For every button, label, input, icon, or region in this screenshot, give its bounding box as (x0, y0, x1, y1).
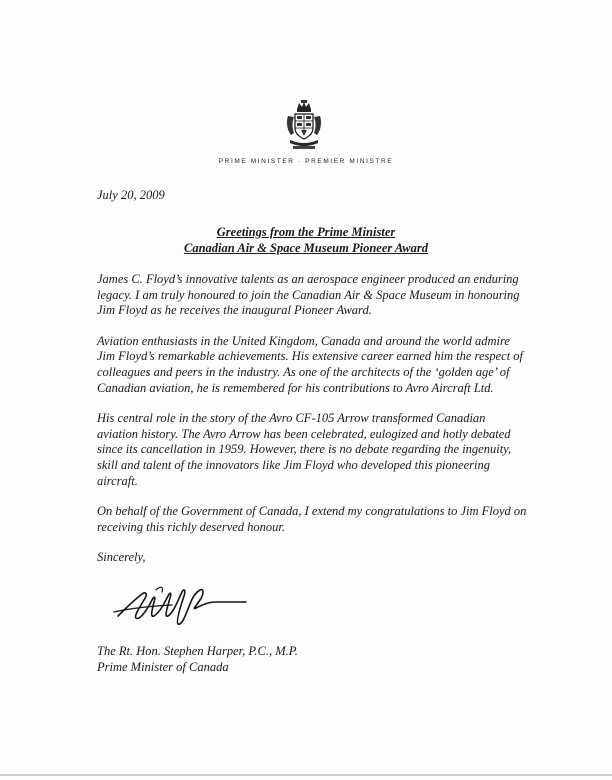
letter-heading (0, 224, 612, 256)
page-edge-divider (0, 774, 612, 776)
heading-line-2: Canadian Air & Space Museum Pioneer Award (183, 241, 429, 255)
signer-title: Prime Minister of Canada (97, 660, 229, 674)
paragraph-2: Aviation enthusiasts in the United Kingdom, Canada and around the world admire Jim Floyd’s remarkable achievements. His extensive career earned him the respect of colleagues and peers in the industry. As one of the architects of the ‘golden age’ of Canadian aviation, he is remembered for his contributions to Avro Aircraft Ltd. (97, 333, 524, 395)
paragraph-1: James C. Floyd’s innovative talents as an aerospace engineer produced an enduring legacy. I am truly honoured to join the Canadian Air & Space Museum in honouring Jim Floyd as he receives the inaugural Pioneer Award. (97, 272, 520, 318)
paragraph-4: On behalf of the Government of Canada, I extend my congratulations to Jim Floyd on receiving this richly deserved honour. (97, 504, 527, 534)
coat-of-arms-of-canada-icon (284, 100, 324, 150)
heading-line-1: Greetings from the Prime Minister (216, 225, 396, 239)
letter-date: July 20, 2009 (97, 188, 165, 202)
office-title: PRIME MINISTER · PREMIER MINISTRE (218, 158, 394, 165)
letter-body (97, 272, 527, 581)
signer-name: The Rt. Hon. Stephen Harper, P.C., M.P. (97, 644, 298, 658)
signer-block (97, 643, 298, 675)
paragraph-3: His central role in the story of the Avro CF-105 Arrow transformed Canadian aviation history. The Avro Arrow has been celebrated, eulogized and hotly debated since its cancellation in 1959. However, there is no debate regarding the ingenuity, skill and talent of the innovators like Jim Floyd who developed this pioneering aircraft. (97, 411, 512, 488)
closing: Sincerely, (97, 550, 146, 565)
handwritten-signature (112, 578, 252, 632)
